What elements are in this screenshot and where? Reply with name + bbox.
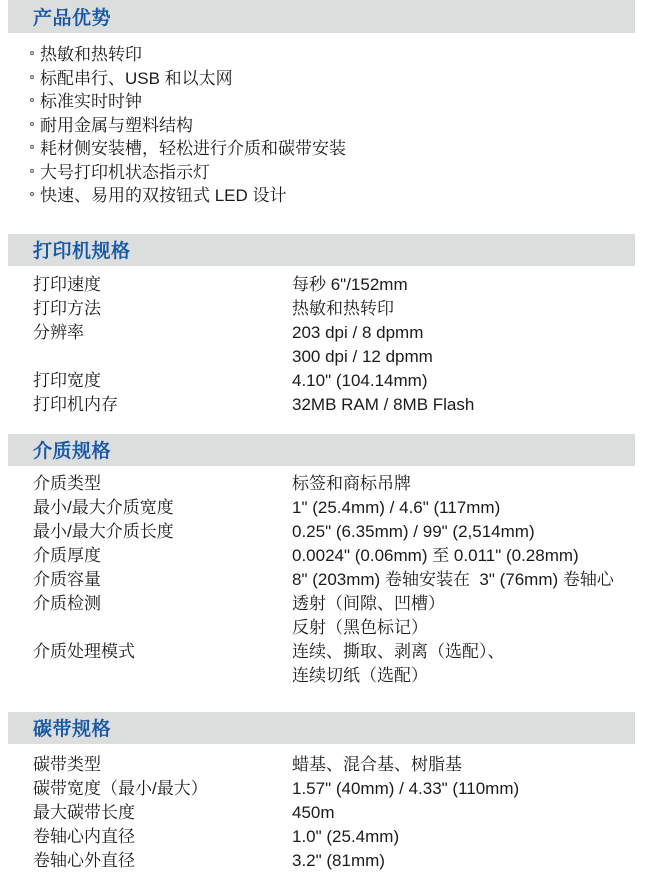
spec-label: 分辨率 <box>33 322 84 342</box>
spec-label: 打印宽度 <box>33 370 101 390</box>
list-item <box>30 67 663 91</box>
table-row <box>33 393 663 417</box>
table-row <box>33 321 663 345</box>
list-item <box>30 43 663 67</box>
table-row <box>33 345 663 369</box>
spec-value: 连续、撕取、剥离（选配）、 <box>292 641 505 661</box>
spec-value: 0.25" (6.35mm) / 99" (2,514mm) <box>292 521 535 541</box>
advantages-list <box>0 43 663 208</box>
spec-value: 32MB RAM / 8MB Flash <box>292 394 475 414</box>
spec-value: 透射（间隙、凹槽） <box>292 593 445 613</box>
table-row <box>33 616 663 640</box>
spec-label: 打印速度 <box>33 274 101 294</box>
spec-value: 蜡基、混合基、树脂基 <box>292 754 462 774</box>
spec-value: 热敏和热转印 <box>292 298 394 318</box>
table-row <box>33 568 663 592</box>
list-item-text: 耐用金属与塑料结构 <box>40 115 193 135</box>
spec-label: 最小/最大介质长度 <box>33 521 174 541</box>
spec-value: 1.57" (40mm) / 4.33" (110mm) <box>292 778 520 798</box>
section-header-media-specs <box>8 434 635 466</box>
section-title: 碳带规格 <box>33 719 112 740</box>
ribbon-specs-table <box>33 753 663 873</box>
table-row <box>33 496 663 520</box>
spec-value: 300 dpi / 12 dpmm <box>292 346 433 366</box>
spec-value: 3.2" (81mm) <box>292 850 385 870</box>
spec-label: 介质容量 <box>33 569 101 589</box>
spec-label <box>33 345 292 369</box>
spec-label: 介质厚度 <box>33 545 101 565</box>
spec-value: 4.10" (104.14mm) <box>292 370 428 390</box>
spec-value: 203 dpi / 8 dpmm <box>292 322 424 342</box>
table-row <box>33 664 663 688</box>
table-row <box>33 640 663 664</box>
bullet-icon <box>30 98 34 102</box>
table-row <box>33 273 663 297</box>
spec-label: 碳带宽度（最小/最大） <box>33 778 208 798</box>
list-item-text: 大号打印机状态指示灯 <box>40 162 210 182</box>
spec-label: 介质检测 <box>33 593 101 613</box>
spec-label <box>33 616 292 640</box>
list-item <box>30 161 663 185</box>
list-item-text: 耗材侧安装槽，轻松进行介质和碳带安装 <box>40 139 346 158</box>
spec-value: 反射（黑色标记） <box>292 617 428 637</box>
spec-label: 最小/最大介质宽度 <box>33 497 174 517</box>
list-item <box>30 114 663 138</box>
list-item <box>30 90 663 114</box>
table-row <box>33 544 663 568</box>
spec-label: 打印机内存 <box>33 394 118 414</box>
table-row <box>33 297 663 321</box>
media-specs-table <box>33 472 663 688</box>
table-row <box>33 753 663 777</box>
bullet-icon <box>30 169 34 173</box>
table-row <box>33 472 663 496</box>
spec-label: 卷轴心外直径 <box>33 850 135 870</box>
table-row <box>33 369 663 393</box>
spec-value: 0.0024" (0.06mm) 至 0.011" (0.28mm) <box>292 545 579 565</box>
spec-value: 标签和商标吊牌 <box>292 473 411 493</box>
spec-label: 卷轴心内直径 <box>33 826 135 846</box>
list-item-text: 热敏和热转印 <box>40 45 142 64</box>
list-item <box>30 137 663 161</box>
spec-label: 打印方法 <box>33 298 101 318</box>
section-title: 介质规格 <box>33 441 112 462</box>
bullet-icon <box>30 192 34 196</box>
table-row <box>33 801 663 825</box>
list-item-text: 标准实时时钟 <box>40 92 142 111</box>
section-header-product-advantages <box>8 0 635 33</box>
spec-value: 450m <box>292 802 335 822</box>
bullet-icon <box>30 145 34 149</box>
spec-label: 碳带类型 <box>33 754 101 774</box>
spec-label: 介质处理模式 <box>33 641 135 661</box>
bullet-icon <box>30 122 34 126</box>
section-header-ribbon-specs <box>8 712 635 744</box>
section-media-specs <box>0 434 663 688</box>
bullet-icon <box>30 75 34 79</box>
list-item-text: 快速、易用的双按钮式 LED 设计 <box>40 186 287 205</box>
spec-value: 1" (25.4mm) / 4.6" (117mm) <box>292 497 501 517</box>
spec-label: 介质类型 <box>33 473 101 493</box>
spec-value: 8" (203mm) 卷轴安装在 3" (76mm) 卷轴心 <box>292 569 614 589</box>
table-row <box>33 592 663 616</box>
section-title: 产品优势 <box>33 8 112 29</box>
section-product-advantages <box>0 0 663 208</box>
table-row <box>33 777 663 801</box>
spec-value: 1.0" (25.4mm) <box>292 826 400 846</box>
table-row <box>33 520 663 544</box>
section-title: 打印机规格 <box>33 241 131 262</box>
list-item <box>30 184 663 208</box>
spec-label <box>33 664 292 688</box>
printer-specs-table <box>33 273 663 417</box>
section-header-printer-specs <box>8 234 635 266</box>
table-row <box>33 849 663 873</box>
section-printer-specs <box>0 234 663 417</box>
section-ribbon-specs <box>0 712 663 873</box>
bullet-icon <box>30 51 34 55</box>
list-item-text: 标配串行、USB 和以太网 <box>40 68 233 88</box>
table-row <box>33 825 663 849</box>
spec-value: 连续切纸（选配） <box>292 665 428 685</box>
spec-value: 每秒 6"/152mm <box>292 274 408 294</box>
spec-label: 最大碳带长度 <box>33 802 135 822</box>
